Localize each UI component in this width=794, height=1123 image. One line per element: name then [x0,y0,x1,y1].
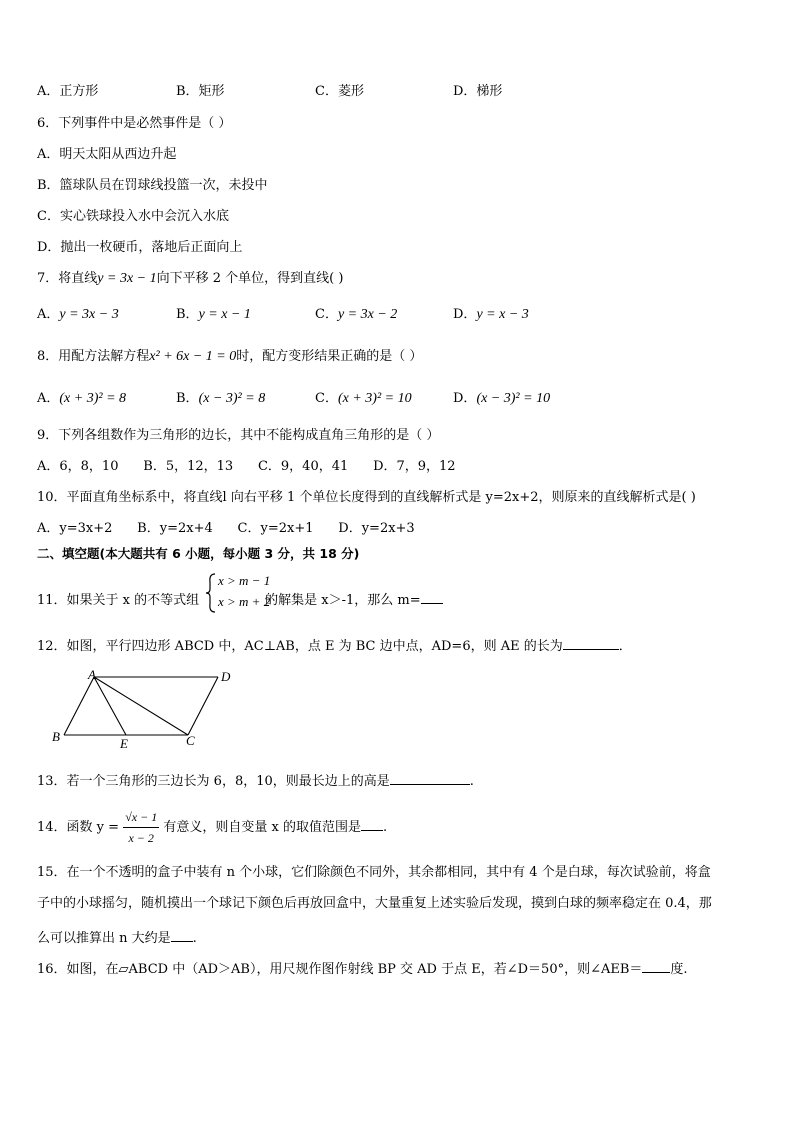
label-e: E [120,736,128,751]
q8-option-b: B．(x − 3)² = 8 [176,391,266,406]
brace-icon [205,572,217,614]
q7-post: 向下平移 2 个单位，得到直线( ) [156,271,344,286]
label-c: C [186,733,195,748]
q7-option-a: A．y = 3x − 3 [37,307,119,322]
q6-option-d: D．抛出一枚硬币，落地后正面向上 [37,240,243,255]
q12-stem: 12．如图，平行四边形 ABCD 中，AC⊥AB，点 E 为 BC 边中点，AD=6，则 AE 的长为 ． [37,635,632,656]
section-title: 二、填空题(本大题共有 6 小题，每小题 3 分，共 18 分) [37,546,360,561]
q5-option-d: D．梯形 [453,84,503,99]
q5-option-b: B．矩形 [176,84,225,99]
q8-option-a: A．(x + 3)² = 8 [37,391,127,406]
q10-stem: 10．平面直角坐标系中，将直线l 向右平移 1 个单位长度得到的直线解析式是 y=2x+2，则原来的直线解析式是( ) [37,490,696,505]
q8-option-d: D．(x − 3)² = 10 [453,391,551,406]
q6-option-b: B．篮球队员在罚球线投篮一次，未投中 [37,178,268,193]
label-a: A [88,667,96,682]
q15-line-3: 么可以推算出 n 大约是 . [37,927,197,948]
parallelogram-figure [48,667,238,753]
q14-fraction: $\frac{√x - 1}{x - 2}$ [123,807,159,848]
label-b: B [52,729,60,744]
q7-stem [37,270,343,288]
q6-stem: 6．下列事件中是必然事件是（ ） [37,116,232,131]
label-d: D [221,669,231,684]
q9-options: A．6，8，10 B．5，12，13 C．9，40，41 D．7，9，12 [37,459,456,474]
q5-option-c: C．菱形 [315,84,364,99]
q15-line-2: 子中的小球摇匀，随机摸出一个球记下颜色后再放回盒中，大量重复上述实验后发现，摸到白球的频率稳定在 0.4，那 [37,896,712,911]
q7-expr: y = 3x − 1 [97,271,157,286]
q9-stem: 9．下列各组数作为三角形的边长，其中不能构成直角三角形的是（ ） [37,428,440,443]
segment-ab [64,677,94,735]
q6-option-c: C．实心铁球投入水中会沉入水底 [37,209,229,224]
q15-line-1: 15．在一个不透明的盒子中装有 n 个小球，它们除颜色不同外，其余都相同，其中有 4 个是白球，每次试验前，将盒 [37,865,711,880]
q8-expr: x² + 6x − 1 = 0 [149,349,237,364]
q13-stem: 13．若一个三角形的三边长为 6，8，10，则最长边上的高是 . [37,770,474,791]
q10-options: A．y=3x+2 B．y=2x+4 C．y=2x+1 D．y=2x+3 [37,521,415,536]
q8-stem: 8．用配方法解方程x² + 6x − 1 = 0时，配方变形结果正确的是（ ） [37,349,423,364]
q11-stem: 11．如果关于 x 的不等式组 的解集是 x＞-1，那么 m= [37,589,443,610]
q11-ineq-1: x > m − 1 [218,573,271,588]
q7-option-c: C．y = 3x − 2 [315,307,398,322]
segment-dc [188,677,218,735]
q7-option-d: D．y = x − 3 [453,307,529,322]
q14-stem: 14．函数 y = $\frac{√x - 1}{x - 2}$ 有意义，则自变量 x 的取值范围是 . [37,807,387,848]
q8-option-c: C．(x + 3)² = 10 [315,391,412,406]
segment-ac [94,677,188,735]
q7-pre: 7．将直线 [37,271,98,286]
segment-ae [94,677,126,735]
q5-option-a: A．正方形 [37,84,99,99]
q11-ineq-2: x > m + 2 [218,594,271,609]
q16-stem: 16．如图，在▱ABCD 中（AD＞AB），用尺规作图作射线 BP 交 AD 于点 E，若∠D＝50°，则∠AEB＝ 度. [37,958,688,979]
q7-option-b: B．y = x − 1 [176,307,251,322]
q6-option-a: A．明天太阳从西边升起 [37,147,177,162]
